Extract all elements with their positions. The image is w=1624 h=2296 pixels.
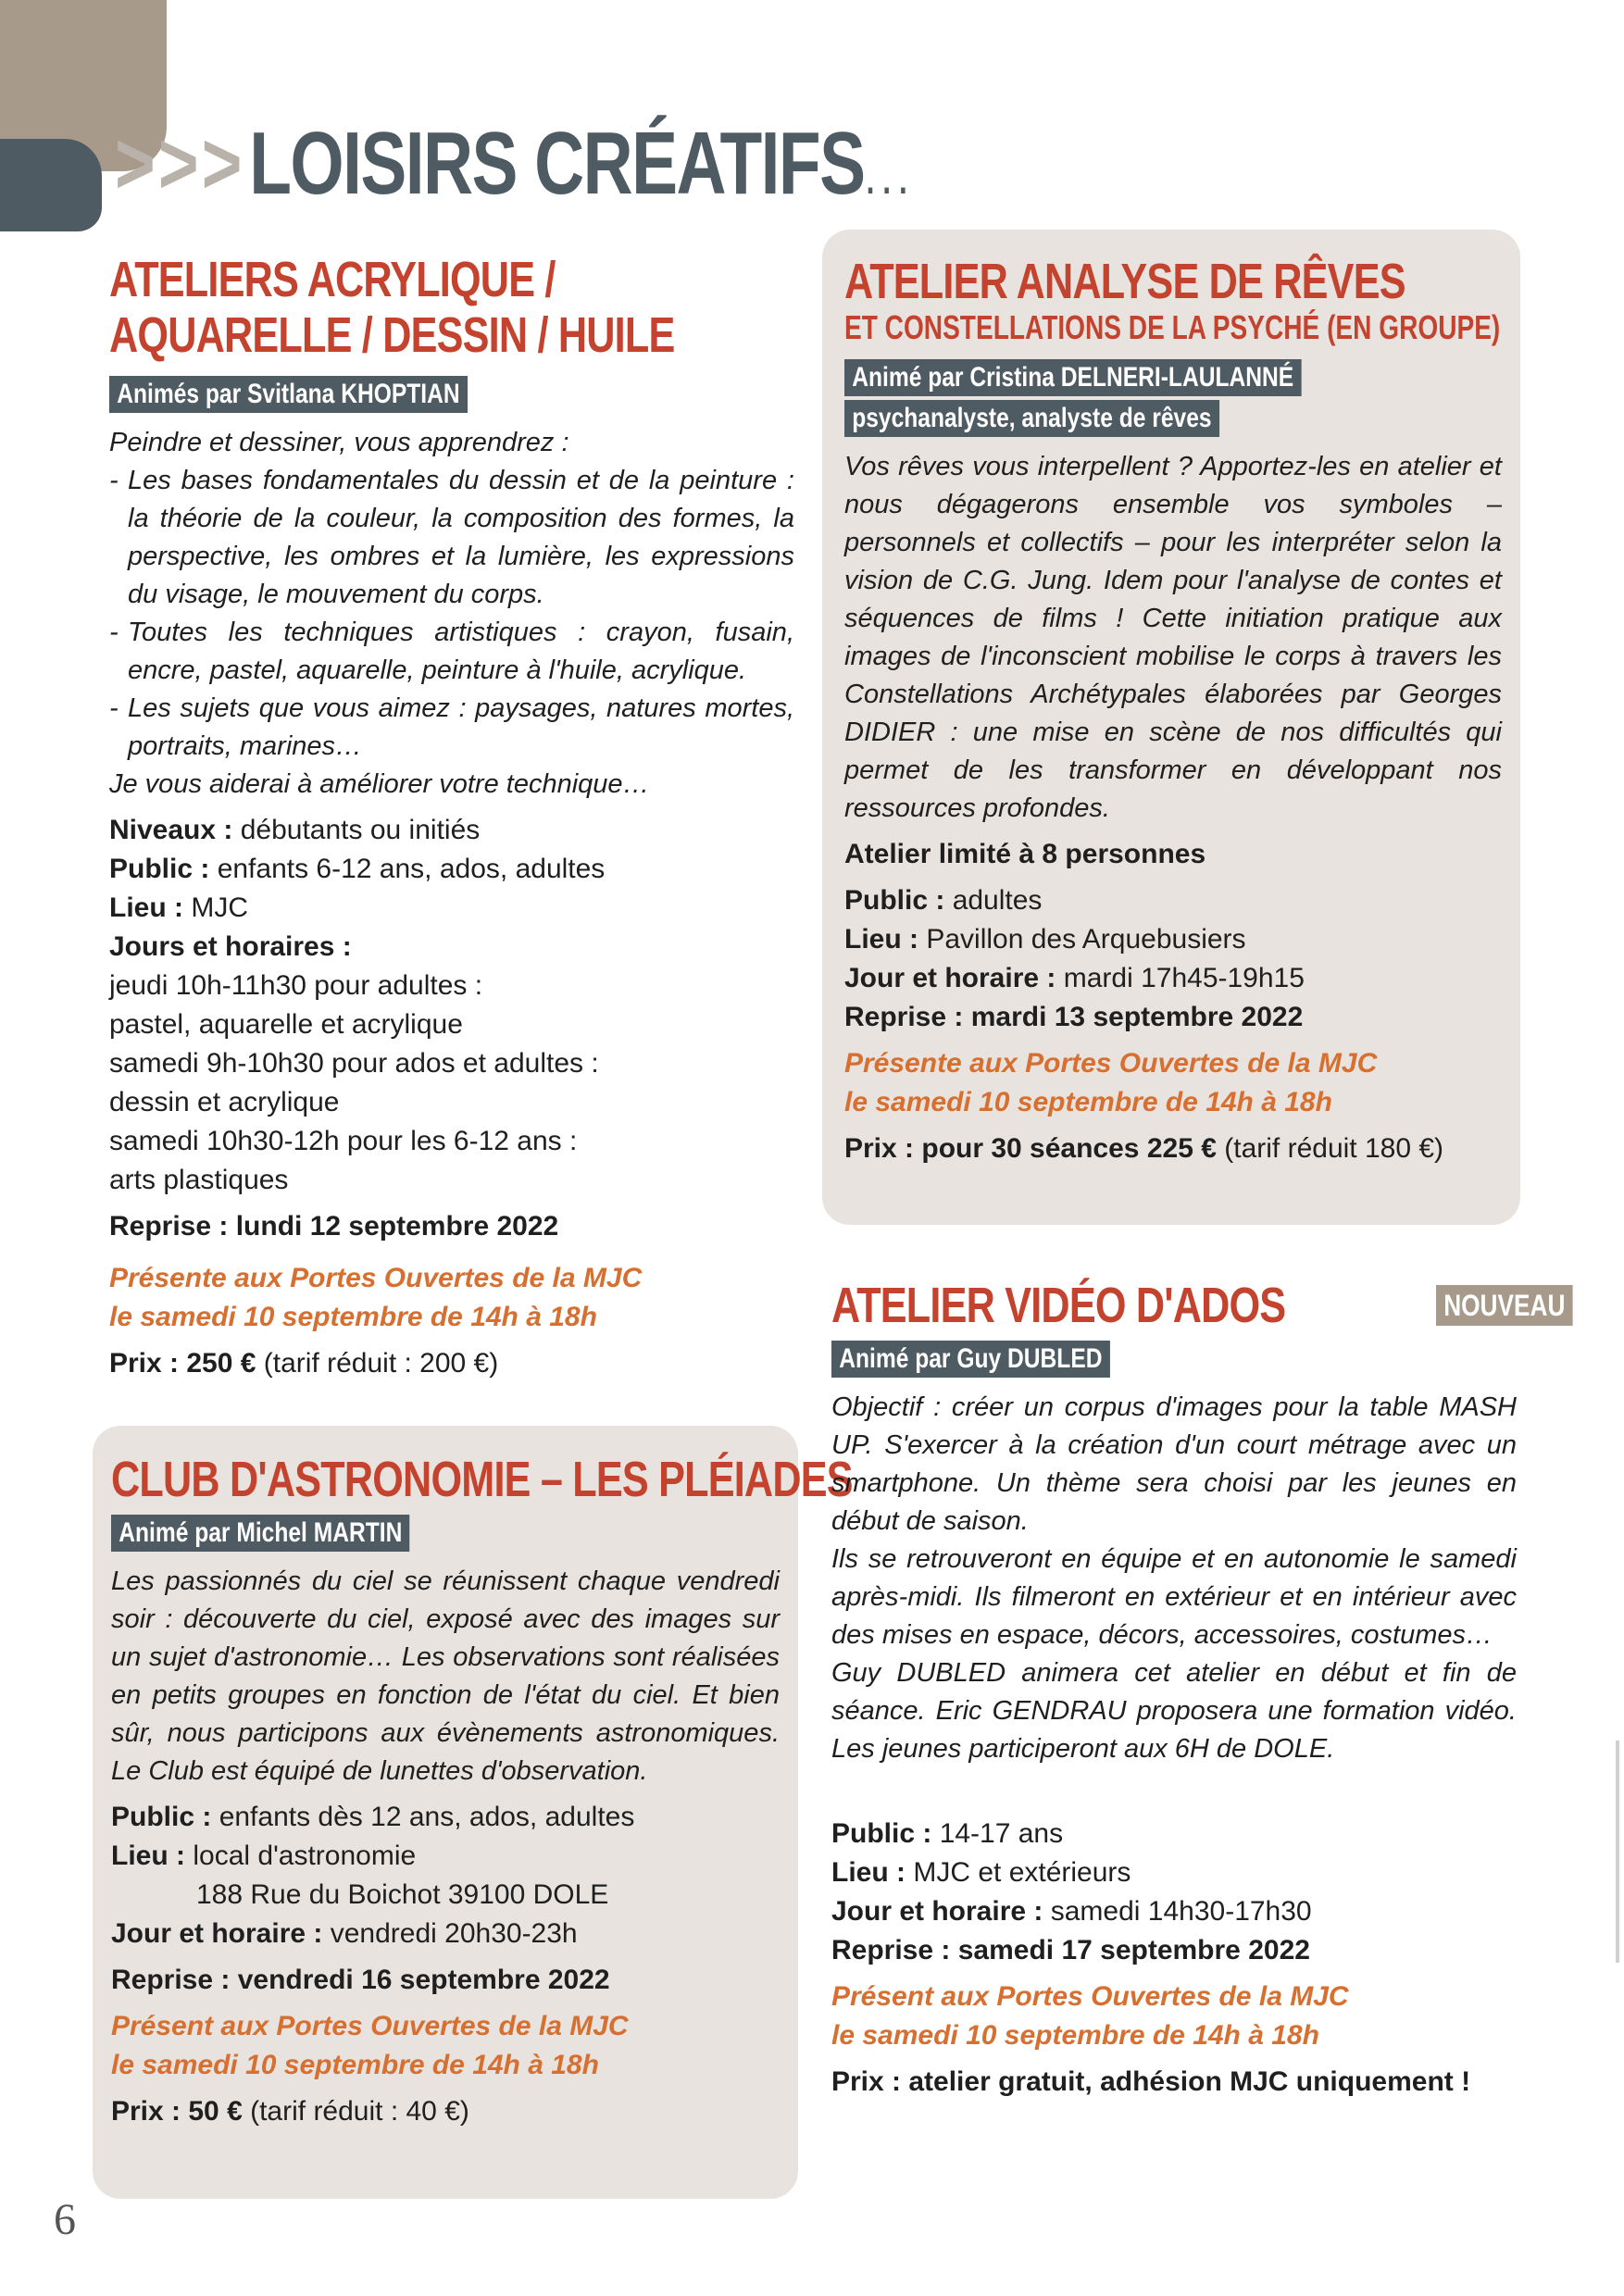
price-line: Prix : 50 € (tarif réduit : 40 €) [111, 2096, 469, 2127]
title-text: LOISIRS CRÉATIFS [249, 114, 865, 213]
list-item: - Les sujets que vous aimez : paysages, natures mortes, portraits, marines… [109, 690, 794, 766]
promo-line-2: le samedi 10 septembre de 14h à 18h [109, 1302, 597, 1332]
section-title [109, 252, 675, 363]
title-line-2: AQUARELLE / DESSIN / HUILE [109, 307, 675, 363]
schedule-line: jeudi 10h-11h30 pour adultes : [109, 970, 483, 1001]
section-subtitle: ET CONSTELLATIONS DE LA PSYCHÉ (EN GROUPE) [844, 308, 1501, 346]
promo-line-1: Présent aux Portes Ouvertes de la MJC [111, 2011, 629, 2041]
jour-line: Jour et horaire : samedi 14h30-17h30 [831, 1896, 1312, 1927]
promo-line-2: le samedi 10 septembre de 14h à 18h [831, 2020, 1319, 2051]
title-arrows: >>> [115, 114, 245, 213]
schedule-line: samedi 10h30-12h pour les 6-12 ans : [109, 1126, 578, 1156]
outro-text: Je vous aiderai à améliorer votre technique… [109, 769, 650, 799]
description: Vos rêves vous interpellent ? Apportez-les en atelier et nous dégagerons ensemble vos symboles – personnels et collectifs – pour les interpréter selon la vision de C.G. Jung. Idem pour l'analyse de contes et séquences de films ! Cette initiation pratique aux images de l'inconscient mobilise le corps à travers les Constellations Archétypales élaborées par Georges DIDIER : une mise en scène de nos difficultés qui permet de les transformer en développant nos ressources profondes. [844, 452, 1502, 823]
new-badge: NOUVEAU [1436, 1285, 1573, 1326]
description-paragraph: Guy DUBLED animera cet atelier en début et fin de séance. Eric GENDRAU proposera une formation vidéo. Les jeunes participeront aux 6H de DOLE. [831, 1658, 1517, 1764]
page-number: 6 [54, 2195, 76, 2244]
schedule-line: samedi 9h-10h30 pour ados et adultes : [109, 1048, 599, 1079]
lieu-line: Lieu : local d'astronomie [111, 1841, 417, 1871]
list-item: - Toutes les techniques artistiques : crayon, fusain, encre, pastel, aquarelle, peinture à l'huile, acrylique. [109, 614, 794, 690]
animator-tag: Animé par Guy DUBLED [831, 1341, 1110, 1378]
description: Les passionnés du ciel se réunissent chaque vendredi soir : découverte du ciel, exposé avec des images sur un sujet d'astronomie… Les observations sont réalisées en petits groupes en fonction de l'état du ciel. Et bien sûr, nous participons aux évènements astronomiques. Le Club est équipé de lunettes d'observation. [111, 1566, 780, 1786]
public-line: Public : enfants 6-12 ans, ados, adultes [109, 854, 606, 884]
lieu-address: 188 Rue du Boichot 39100 DOLE [196, 1879, 609, 1910]
public-line: Public : enfants dès 12 ans, ados, adultes [111, 1802, 635, 1832]
promo-line-1: Présente aux Portes Ouvertes de la MJC [844, 1048, 1378, 1079]
section-reves [822, 230, 1520, 1225]
schedule-line: dessin et acrylique [109, 1087, 340, 1117]
lieu-line: Lieu : MJC et extérieurs [831, 1857, 1131, 1888]
lieu-line: Lieu : Pavillon des Arquebusiers [844, 924, 1246, 955]
section-acrylique [109, 252, 794, 1383]
price-line: Prix : pour 30 séances 225 € (tarif réduit 180 €) [844, 1133, 1444, 1164]
reprise-line: Reprise : lundi 12 septembre 2022 [109, 1211, 559, 1242]
promo-line-2: le samedi 10 septembre de 14h à 18h [844, 1087, 1332, 1117]
reprise-line: Reprise : vendredi 16 septembre 2022 [111, 1965, 610, 1995]
animator-role-tag: psychanalyste, analyste de rêves [844, 400, 1219, 437]
list-item: - Les bases fondamentales du dessin et de la peinture : la théorie de la couleur, la composition des formes, la perspective, les ombres et la lumière, les expressions du visage, le mouvement du corps. [109, 462, 794, 614]
margin-rule [1616, 1741, 1619, 1963]
section-title: ATELIER ANALYSE DE RÊVES [844, 254, 1405, 309]
section-title: CLUB D'ASTRONOMIE – LES PLÉIADES [111, 1452, 853, 1507]
intro-text: Peindre et dessiner, vous apprendrez : [109, 428, 569, 457]
section-astronomie [93, 1426, 853, 2199]
jour-line: Jour et horaire : vendredi 20h30-23h [111, 1918, 578, 1949]
reprise-line: Reprise : samedi 17 septembre 2022 [831, 1935, 1310, 1965]
section-title: ATELIER VIDÉO D'ADOS [831, 1278, 1286, 1333]
corner-decoration-slate [0, 139, 102, 231]
price-line: Prix : 250 € (tarif réduit : 200 €) [109, 1348, 499, 1379]
animator-tag: Animé par Cristina DELNERI-LAULANNÉ [844, 359, 1301, 396]
limit-line: Atelier limité à 8 personnes [844, 839, 1206, 869]
title-line-1: ATELIERS ACRYLIQUE / [109, 252, 556, 307]
description-paragraph: Ils se retrouveront en équipe et en autonomie le samedi après-midi. Ils filmeront en extérieur et en intérieur avec des mises en espace, décors, accessoires, costumes… [831, 1544, 1517, 1650]
animator-tag: Animés par Svitlana KHOPTIAN [109, 376, 468, 413]
schedule-line: pastel, aquarelle et acrylique [109, 1009, 463, 1040]
promo-line-2: le samedi 10 septembre de 14h à 18h [111, 2050, 599, 2080]
skills-list [109, 462, 794, 766]
promo-line-1: Présente aux Portes Ouvertes de la MJC [109, 1263, 643, 1293]
public-line: Public : adultes [844, 885, 1043, 916]
niveaux-line: Niveaux : débutants ou initiés [109, 815, 481, 845]
schedule-line: arts plastiques [109, 1165, 289, 1195]
reprise-line: Reprise : mardi 13 septembre 2022 [844, 1002, 1304, 1032]
animator-tag: Animé par Michel MARTIN [111, 1515, 410, 1552]
jour-line: Jour et horaire : mardi 17h45-19h15 [844, 963, 1305, 993]
description-paragraph: Objectif : créer un corpus d'images pour la table MASH UP. S'exercer à la création d'un court métrage avec un smartphone. Un thème sera choisi par les jeunes en début de saison. [831, 1392, 1517, 1536]
price-line: Prix : atelier gratuit, adhésion MJC uniquement ! [831, 2066, 1471, 2097]
public-line: Public : 14-17 ans [831, 1818, 1064, 1849]
section-video [831, 1278, 1566, 2102]
promo-line-1: Présent aux Portes Ouvertes de la MJC [831, 1981, 1349, 2012]
page-title [115, 113, 914, 215]
horaires-label: Jours et horaires : [109, 931, 352, 962]
lieu-line: Lieu : MJC [109, 892, 248, 923]
title-dots: ... [864, 144, 914, 206]
